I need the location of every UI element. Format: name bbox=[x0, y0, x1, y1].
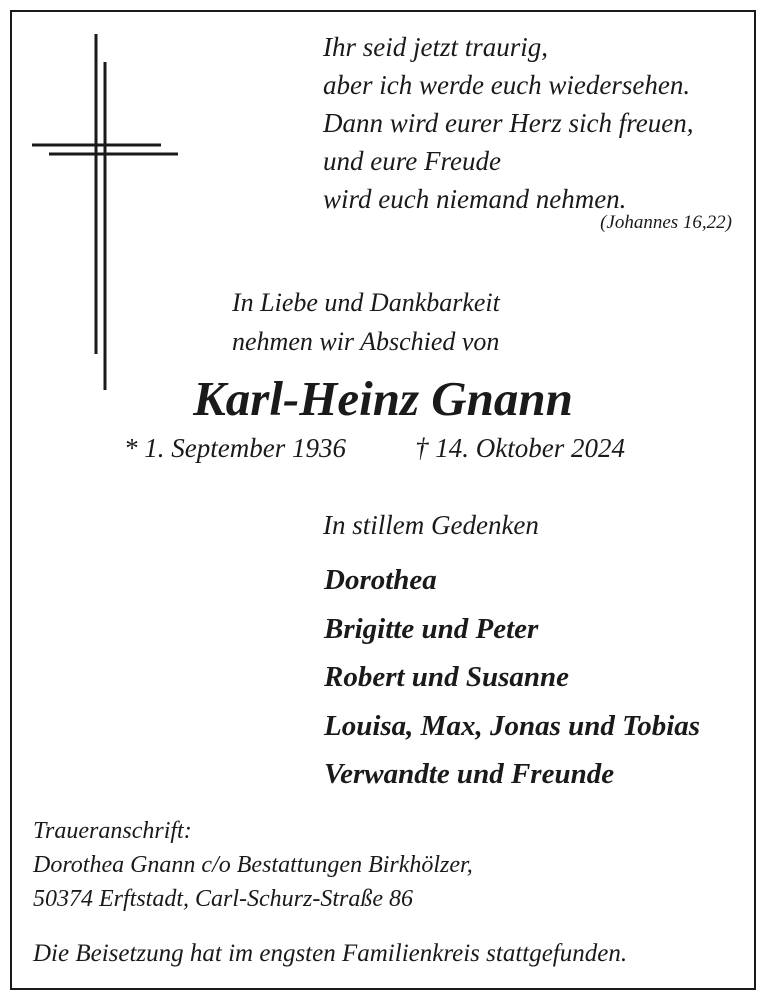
verse-source: (Johannes 16,22) bbox=[600, 212, 732, 233]
mourning-address bbox=[33, 814, 473, 916]
verse-line: und eure Freude bbox=[323, 146, 501, 176]
mourner-entry: Brigitte und Peter bbox=[324, 612, 539, 645]
verse-line: aber ich werde euch wiedersehen. bbox=[323, 70, 691, 100]
intro-line: nehmen wir Abschied von bbox=[232, 327, 500, 356]
deceased-name: Karl-Heinz Gnann bbox=[193, 371, 573, 426]
verse-line: Dann wird eurer Herz sich freuen, bbox=[323, 108, 694, 138]
intro-text bbox=[232, 283, 500, 361]
mourner-entry: Louisa, Max, Jonas und Tobias bbox=[324, 709, 701, 742]
address-line: 50374 Erftstadt, Carl-Schurz-Straße 86 bbox=[33, 886, 414, 912]
mourners-list bbox=[324, 556, 700, 799]
funeral-note: Die Beisetzung hat im engsten Familienkreis stattgefunden. bbox=[33, 940, 628, 967]
birth-date: * 1. September 1936 bbox=[124, 433, 346, 463]
remembrance-heading: In stillem Gedenken bbox=[323, 510, 539, 540]
mourner-entry: Robert und Susanne bbox=[324, 661, 569, 693]
verse-line: wird euch niemand nehmen. bbox=[323, 184, 627, 214]
verse-line: Ihr seid jetzt traurig, bbox=[323, 32, 549, 62]
mourner-entry: Verwandte und Freunde bbox=[324, 758, 615, 790]
mourner-entry: Dorothea bbox=[324, 564, 437, 596]
cross-icon bbox=[30, 32, 180, 392]
death-date: † 14. Oktober 2024 bbox=[415, 433, 625, 463]
bible-verse bbox=[323, 28, 743, 218]
intro-line: In Liebe und Dankbarkeit bbox=[232, 288, 500, 317]
address-label: Traueranschrift: bbox=[33, 818, 192, 844]
address-line: Dorothea Gnann c/o Bestattungen Birkhölzer, bbox=[33, 852, 473, 878]
